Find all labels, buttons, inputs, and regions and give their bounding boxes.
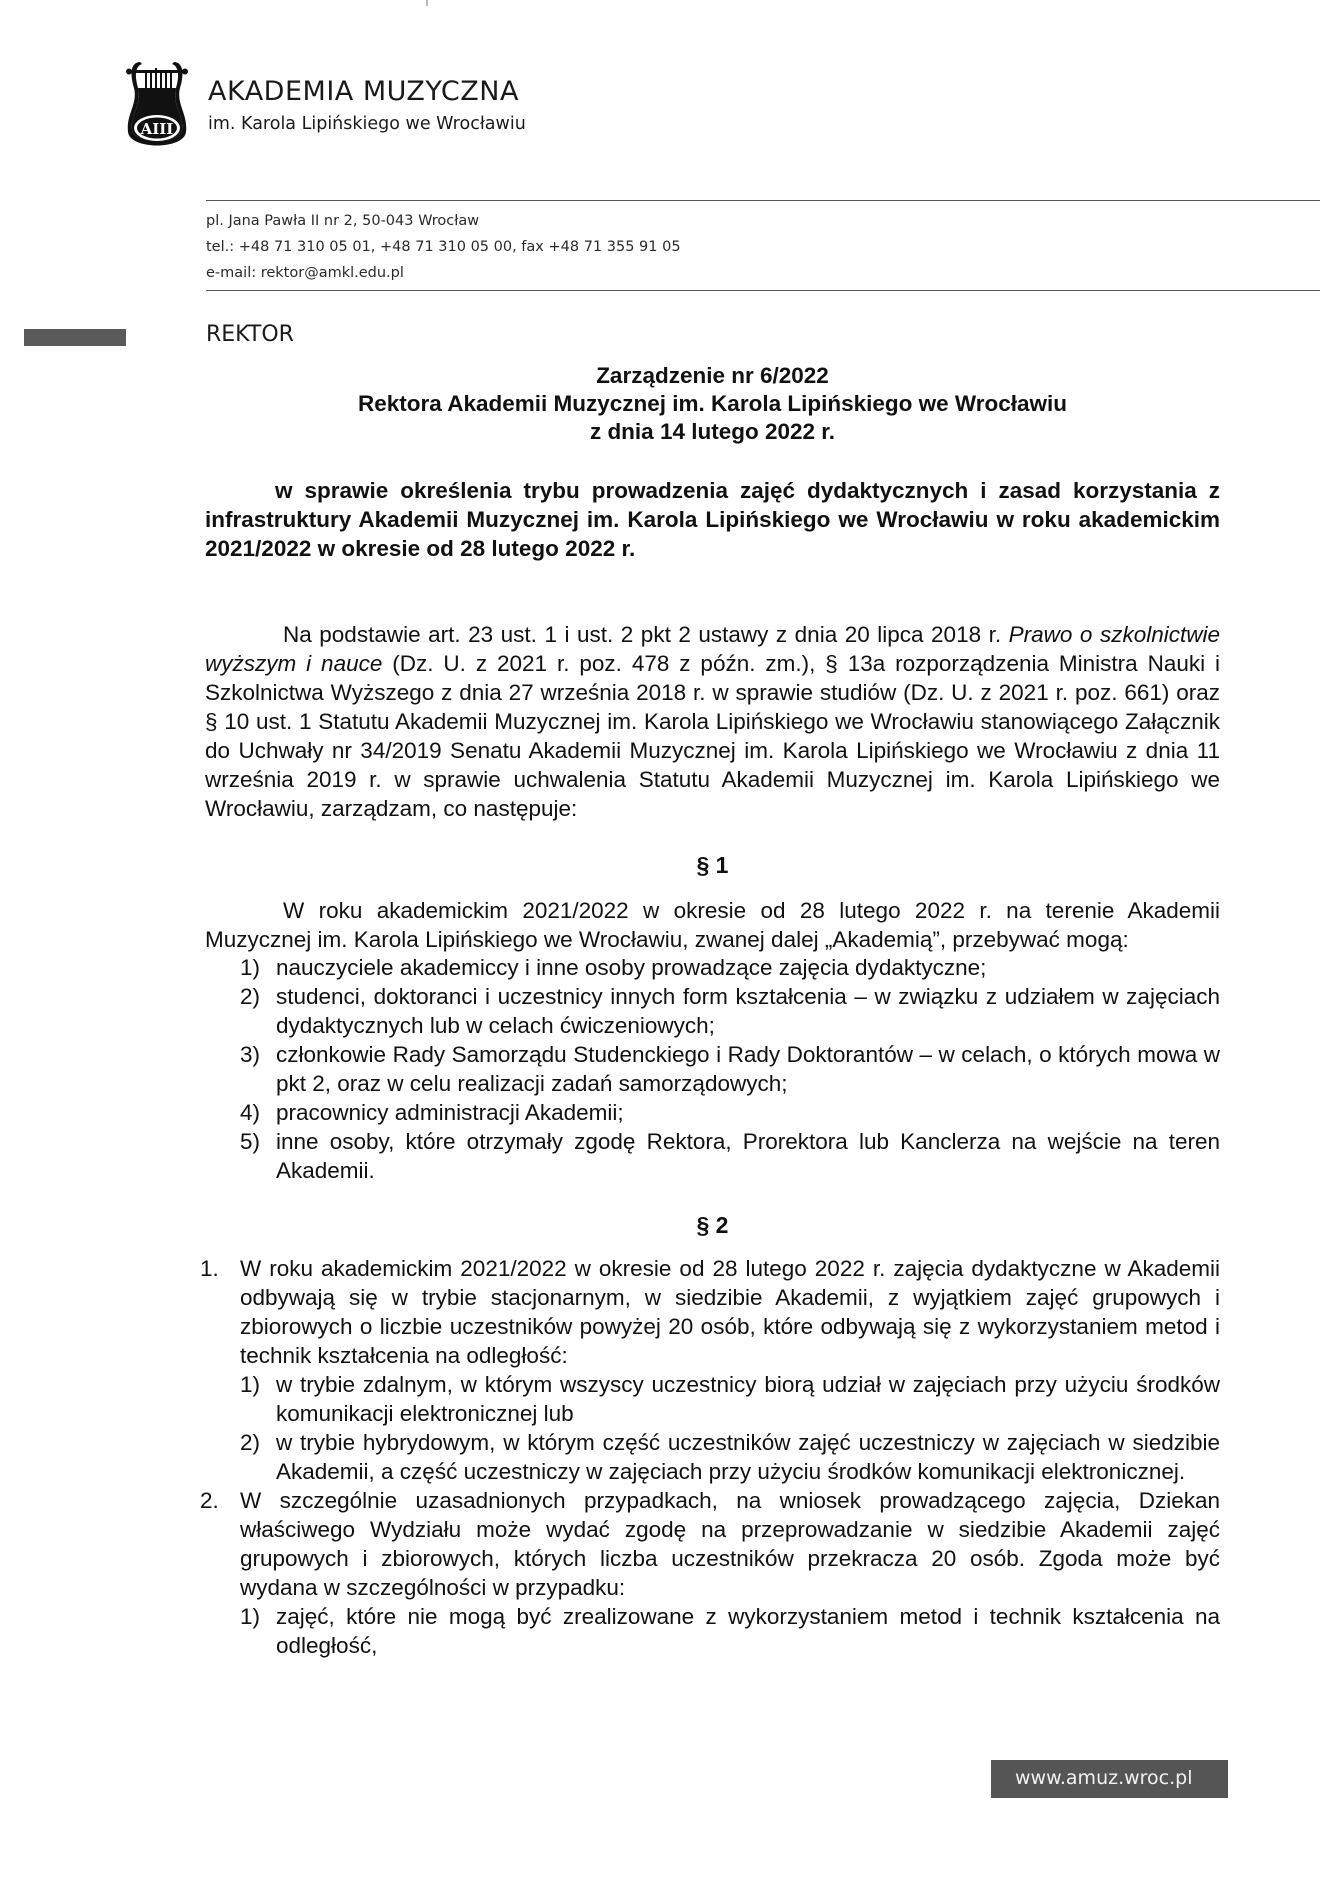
preamble-part-2: (Dz. U. z 2021 r. poz. 478 z późn. zm.), § 13a rozporządzenia Ministra Nauki i Szkolnictwa Wyższego z dnia 27 września 2018 r. w sprawie studiów (Dz. U. z 2021 r. poz. 661) oraz § 10 ust. 1 Statutu Akademii Muzycznej im. Karola Lipińskiego we Wrocławiu stanowiącego Załącznik do Uchwały nr 34/2019 Senatu Akademii Muzycznej im. Karola Lipińskiego we Wrocławiu z dnia 11 września 2019 r. w sprawie uchwalenia Statutu Akademii Muzycznej im. Karola Lipińskiego we Wrocławiu, zarządzam, co następuje:: [205, 651, 1220, 821]
list-item: [240, 1602, 1220, 1660]
document-subject: [205, 476, 1220, 563]
list-item: [240, 1040, 1220, 1098]
scan-artifact: [426, 0, 428, 6]
list-item-number: 4): [240, 1100, 261, 1125]
list-item-text: członkowie Rady Samorządu Studenckiego i Rady Doktorantów – w celach, o których mowa w pkt 2, oraz w celu realizacji zadań samorządowych;: [276, 1042, 1220, 1096]
list-item-number: 2): [240, 984, 261, 1009]
sub-list: [240, 1370, 1220, 1486]
svg-text:AIII: AIII: [140, 120, 174, 138]
office-label: REKTOR: [206, 322, 294, 347]
list-item-text: w trybie zdalnym, w którym wszyscy uczestnicy biorą udział w zajęciach przy użyciu środków komunikacji elektronicznej lub: [276, 1372, 1220, 1426]
title-line-1: Zarządzenie nr 6/2022: [596, 363, 829, 388]
subject-text: w sprawie określenia trybu prowadzenia zajęć dydaktycznych i zasad korzystania z infrastruktury Akademii Muzycznej im. Karola Lipińskiego we Wrocławiu w roku akademickim 2021/2022 w okresie od 28 lutego 2022 r.: [205, 478, 1220, 561]
section-1-heading: § 1: [696, 852, 729, 878]
contact-block: [206, 208, 681, 286]
item-text: W roku akademickim 2021/2022 w okresie od 28 lutego 2022 r. zajęcia dydaktyczne w Akademii odbywają się w trybie stacjonarnym, w siedzibie Akademii, z wyjątkiem zajęć grupowych i zbiorowych o liczbie uczestników powyżej 20 osób, które odbywają się z wykorzystaniem metod i technik kształcenia na odległość:: [240, 1256, 1220, 1368]
list-item-text: nauczyciele akademiccy i inne osoby prowadzące zajęcia dydaktyczne;: [276, 955, 987, 980]
list-item-text: zajęć, które nie mogą być zrealizowane z wykorzystaniem metod i technik kształcenia na odległość,: [276, 1604, 1220, 1658]
item-number: 1.: [200, 1256, 219, 1281]
list-item: [240, 1127, 1220, 1185]
section-1-list: [240, 953, 1220, 1185]
email: e-mail: rektor@amkl.edu.pl: [206, 265, 404, 281]
list-item-text: w trybie hybrydowym, w którym część uczestników zajęć uczestniczy w zajęciach w siedzibie Akademii, a część uczestniczy w zajęciach przy użyciu środków komunikacji elektronicznej.: [276, 1430, 1220, 1484]
item-number: 2.: [200, 1488, 219, 1513]
website-link[interactable]: www.amuz.wroc.pl: [1015, 1767, 1193, 1789]
lyre-logo-icon: [124, 58, 190, 148]
list-item-number: 1): [240, 955, 261, 980]
list-item-number: 1): [240, 1372, 261, 1397]
title-line-2: Rektora Akademii Muzycznej im. Karola Lipińskiego we Wrocławiu: [358, 391, 1067, 416]
sub-list: [240, 1602, 1220, 1660]
section-2-list: [200, 1254, 1220, 1660]
list-item-text: inne osoby, które otrzymały zgodę Rektora, Prorektora lub Kanclerza na wejście na teren Akademii.: [276, 1129, 1220, 1183]
address: pl. Jana Pawła II nr 2, 50-043 Wrocław: [206, 213, 480, 229]
item-text: W szczególnie uzasadnionych przypadkach, na wniosek prowadzącego zajęcia, Dziekan właściwego Wydziału może wydać zgodę na przeprowadzanie w siedzibie Akademii zajęć grupowych i zbiorowych, których liczba uczestników przekracza 20 osób. Zgoda może być wydana w szczególności w przypadku:: [240, 1488, 1220, 1600]
section-1-intro: [205, 896, 1220, 954]
title-line-3: z dnia 14 lutego 2022 r.: [589, 419, 836, 444]
letterhead: [124, 58, 684, 148]
document-title: [205, 362, 1220, 446]
section-2-heading: § 2: [696, 1212, 729, 1238]
list-item-number: 5): [240, 1129, 261, 1154]
list-item: [240, 982, 1220, 1040]
numbered-item: [200, 1254, 1220, 1486]
list-item-number: 1): [240, 1604, 261, 1629]
preamble-part-1: Na podstawie art. 23 ust. 1 i ust. 2 pkt 2 ustawy z dnia 20 lipca 2018 r.: [283, 622, 1009, 647]
numbered-item: [200, 1486, 1220, 1660]
institution-subtitle: im. Karola Lipińskiego we Wrocławiu: [208, 114, 526, 134]
list-item: [240, 953, 1220, 982]
list-item: [240, 1370, 1220, 1428]
header-divider-bottom: [206, 290, 1320, 291]
footer-banner: [991, 1760, 1228, 1798]
preamble: [205, 620, 1220, 823]
section-1-intro-text: W roku akademickim 2021/2022 w okresie od 28 lutego 2022 r. na terenie Akademii Muzycznej im. Karola Lipińskiego we Wrocławiu, zwanej dalej „Akademią”, przebywać mogą:: [205, 898, 1220, 952]
list-item-text: studenci, doktoranci i uczestnicy innych form kształcenia – w związku z udziałem w zajęciach dydaktycznych lub w celach ćwiczeniowych;: [276, 984, 1220, 1038]
preamble-act-title: Prawo o szkolnictwie wyższym i nauce: [205, 622, 1220, 676]
side-marker-bar: [24, 329, 126, 346]
list-item-text: pracownicy administracji Akademii;: [276, 1100, 624, 1125]
header-divider-top: [206, 200, 1320, 201]
list-item-number: 2): [240, 1430, 261, 1455]
list-item: [240, 1428, 1220, 1486]
phone-fax: tel.: +48 71 310 05 01, +48 71 310 05 00, fax +48 71 355 91 05: [206, 239, 681, 255]
list-item: [240, 1098, 1220, 1127]
institution-name: AKADEMIA MUZYCZNA: [208, 76, 519, 107]
list-item-number: 3): [240, 1042, 261, 1067]
